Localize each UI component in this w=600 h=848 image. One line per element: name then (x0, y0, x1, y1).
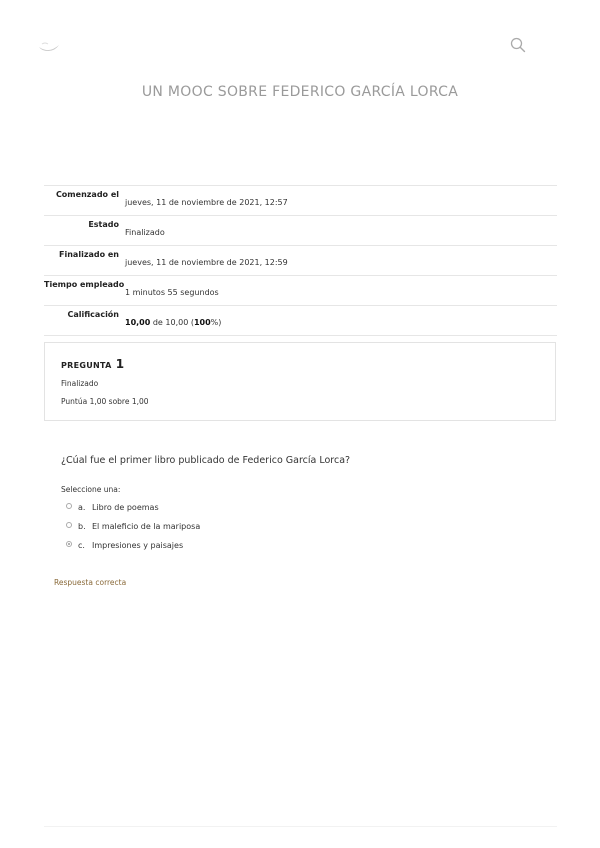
time-label: Tiempo empleado (44, 280, 125, 289)
question-heading (61, 357, 124, 371)
finished-value: jueves, 11 de noviembre de 2021, 12:59 (125, 258, 288, 267)
grade-percent: 100 (193, 318, 211, 327)
answer-option-b[interactable] (66, 517, 200, 536)
moon-logo-icon[interactable] (36, 38, 62, 56)
summary-row-time (44, 276, 557, 306)
question-info-box (44, 342, 556, 421)
answer-prompt: Seleccione una: (61, 485, 121, 494)
started-value: jueves, 11 de noviembre de 2021, 12:57 (125, 198, 288, 207)
radio-button[interactable] (66, 522, 72, 528)
search-icon[interactable] (510, 37, 526, 53)
question-state: Finalizado (61, 379, 99, 388)
grade-value (119, 306, 221, 335)
summary-row-grade (44, 306, 557, 336)
question-text: ¿Cúal fue el primer libro publicado de Federico García Lorca? (61, 455, 351, 466)
option-text: El maleficio de la mariposa (92, 522, 201, 531)
radio-button[interactable] (66, 503, 72, 509)
option-letter: b. (78, 522, 86, 531)
summary-row-finished (44, 246, 557, 276)
summary-row-state (44, 216, 557, 246)
question-number: 1 (115, 357, 125, 371)
question-heading-label: PREGUNTA (61, 361, 112, 370)
radio-button-selected[interactable] (66, 541, 72, 547)
grade-label: Calificación (67, 310, 119, 319)
question-grade: Puntúa 1,00 sobre 1,00 (61, 397, 149, 406)
summary-row-started (44, 186, 557, 216)
grade-mid: de 10,00 ( (150, 318, 194, 327)
answer-option-a[interactable] (66, 498, 200, 517)
grade-points: 10,00 (125, 318, 151, 327)
option-letter: a. (78, 503, 86, 512)
option-letter: c. (78, 541, 85, 550)
divider (44, 826, 557, 827)
grade-end: %) (210, 318, 222, 327)
option-text: Libro de poemas (92, 503, 159, 512)
state-value: Finalizado (125, 228, 165, 237)
attempt-summary-table (44, 185, 557, 336)
feedback-text: Respuesta correcta (54, 578, 127, 587)
started-label: Comenzado el (55, 190, 119, 199)
finished-label: Finalizado en (59, 250, 119, 259)
option-text: Impresiones y paisajes (92, 541, 184, 550)
course-title[interactable]: UN MOOC SOBRE FEDERICO GARCÍA LORCA (141, 84, 459, 100)
time-value: 1 minutos 55 segundos (125, 288, 219, 297)
state-label: Estado (88, 220, 119, 229)
answer-option-c[interactable] (66, 536, 200, 555)
answer-options (66, 498, 200, 555)
